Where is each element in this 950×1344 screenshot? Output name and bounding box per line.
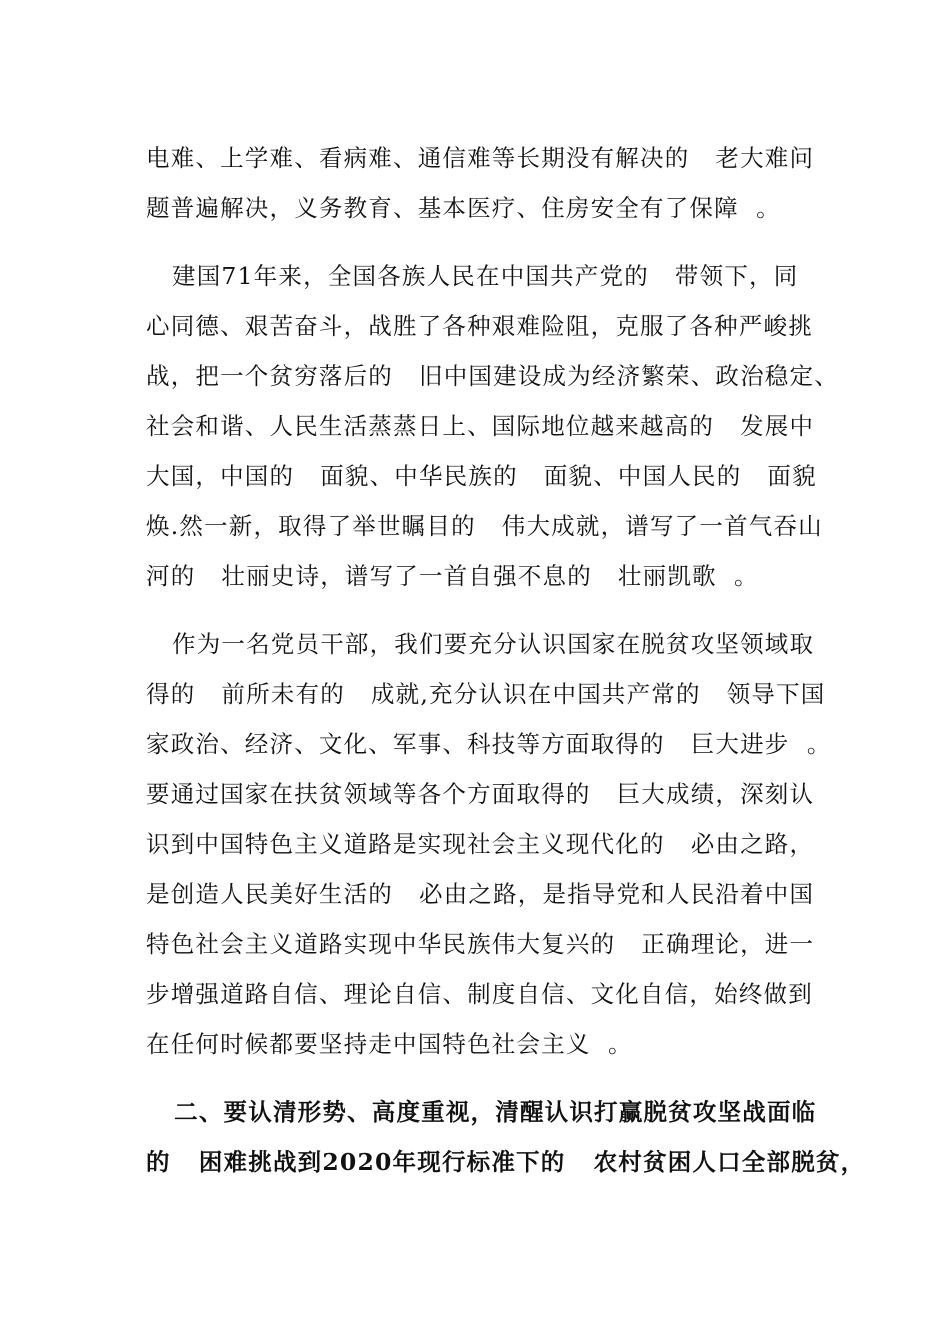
text-line: 大国，中国的 面貌、中华民族的 面貌、中国人民的 面貌 [146,462,817,490]
paragraph-spacing [146,1069,826,1087]
paragraph-spacing [146,601,826,619]
paragraph-2 [146,251,839,601]
text-line: 要通过国家在扶贫领域等各个方面取得的 巨大成绩，深刻认 [146,780,815,808]
heading-line: 的 困难挑战到2020年现行标准下的 农村贫困人口全部脱贫， [146,1148,866,1176]
text-line: 社会和谐、人民生活蒸蒸日上、国际地位越来越高的 发展中 [146,412,815,440]
text-line: 河的 壮丽史诗，谱写了一首自强不息的 壮丽凯歌 。 [146,562,759,590]
text-line: 战，把一个贫穷落后的 旧中国建设成为经济繁荣、政治稳定、 [146,362,839,390]
text-line: 得的 前所未有的 成就,充分认识在中国共产常的 领导下国 [146,680,826,708]
section-heading [146,1087,866,1187]
text-line: 焕.然一新，取得了举世瞩目的 伟大成就，谱写了一首气吞山 [146,512,823,540]
paragraph-1 [146,133,826,233]
text-line: 是创造人民美好生活的 必由之路，是指导党和人民沿着中国 [146,880,815,908]
text-line: 题普遍解决，义务教育、基本医疗、住房安全有了保障 。 [146,194,781,222]
text-line: 作为一名党员干部，我们要充分认识国家在脱贫攻坚领域取 [146,630,815,658]
paragraph-spacing [146,233,826,251]
paragraph-3 [146,619,832,1069]
text-line: 识到中国特色主义道路是实现社会主义现代化的 必由之路， [146,830,815,858]
document-body [146,133,866,1187]
text-line: 步增强道路自信、理论自信、制度自信、文化自信，始终做到 [146,980,813,1008]
text-line: 在任何时候都要坚持走中国特色社会主义 。 [146,1030,633,1058]
text-line: 家政治、经济、文化、军事、科技等方面取得的 巨大进步 。 [146,730,832,758]
text-line: 电难、上学难、看病难、通信难等长期没有解决的 老大难问 [146,144,815,172]
text-line: 心同德、艰苦奋斗，战胜了各种艰难险阻，克服了各种严峻挑 [146,312,813,340]
text-line: 特色社会主义道路实现中华民族伟大复兴的 正确理论，进一 [146,930,815,958]
heading-line: 二、要认清形势、高度重视，清醒认识打赢脱贫攻坚战面临 [146,1098,817,1126]
text-line: 建国71年来，全国各族人民在中国共产党的 带领下，同 [146,262,799,290]
